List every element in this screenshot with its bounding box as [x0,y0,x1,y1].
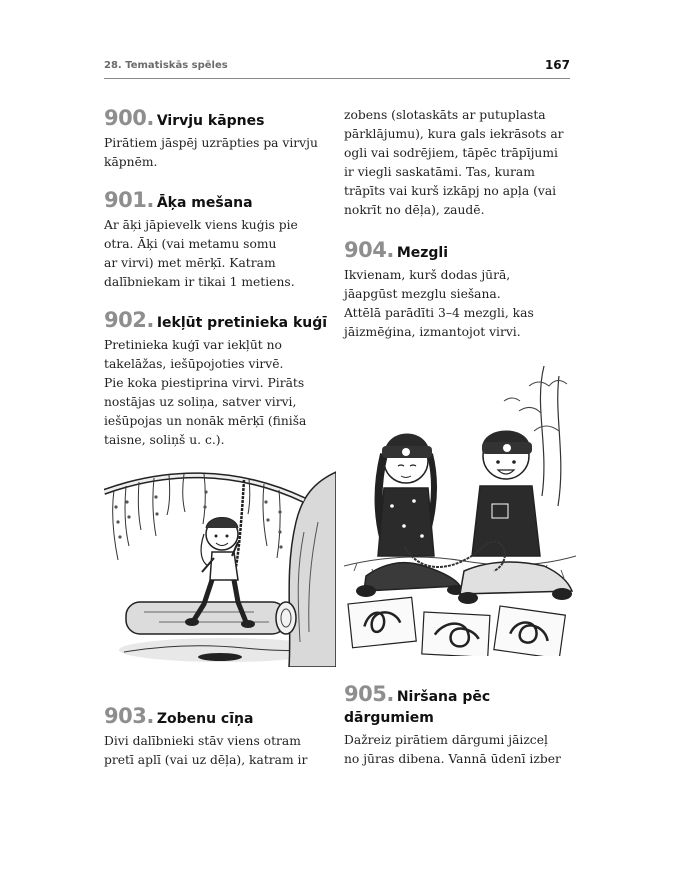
game-description [104,134,334,172]
game-number: 903. [104,704,154,728]
game-description [344,731,574,769]
game-description [104,732,334,770]
text-line: nostājas uz soliņa, satver virvi, [104,395,297,409]
illustration-rope-swing [104,462,336,667]
text-line: zobens (slotaskāts ar putuplasta [344,108,546,122]
game-904 [344,240,574,342]
text-line: pārklājumu), kura gals iekrāsots ar [344,127,564,141]
rope-swing-drawing [104,462,336,667]
game-900 [104,108,334,172]
game-number: 901. [104,188,154,212]
game-903-continued [344,106,574,220]
text-line: takelāžas, iešūpojoties virvē. [104,357,284,371]
text-line: nokrīt no dēļa), zaudē. [344,203,485,217]
game-heading-continued [344,708,574,728]
game-title: Mezgli [396,245,449,261]
game-description [104,336,334,450]
text-line: ir viegli saskatāmi. Tas, kuram [344,165,535,179]
game-heading [104,706,334,729]
knot-tying-drawing [344,366,576,656]
illustration-knot-tying [344,366,576,656]
game-title: Virvju kāpnes [156,113,265,129]
text-line: jāizmēģina, izmantojot virvi. [344,325,521,339]
page-number: 167 [544,58,570,72]
text-line: kāpnēm. [104,155,158,169]
text-line: Ar āķi jāpievelk viens kuģis pie [104,218,298,232]
text-line: pretī aplī (vai uz dēļa), katram ir [104,753,308,767]
game-title: Zobenu cīņa [156,711,254,727]
text-line: ar virvi) met mērķī. Katram [104,256,276,270]
text-line: ogli vai sodrējiem, tāpēc trāpījumi [344,146,558,160]
section-title: 28. Tematiskās spēles [104,60,228,71]
text-line: otra. Āķi (vai metamu somu [104,237,277,251]
game-title: Niršana pēc [396,689,491,705]
text-line: Ikvienam, kurš dodas jūrā, [344,268,511,282]
game-number: 900. [104,106,154,130]
text-line: Pie koka piestiprina virvi. Pirāts [104,376,305,390]
game-905 [344,684,574,769]
text-line: Pirātiem jāspēj uzrāpties pa virvju [104,136,318,150]
text-line: no jūras dibena. Vannā ūdenī izber [344,752,561,766]
text-line: jāapgūst mezglu siešana. [344,287,501,301]
running-head [104,58,570,79]
text-line: Dažreiz pirātiem dārgumi jāizceļ [344,733,548,747]
game-number: 905. [344,682,394,706]
text-line: iešūpojas un nonāk mērķī (finiša [104,414,307,428]
text-line: Divi dalībnieki stāv viens otram [104,734,301,748]
game-title: dārgumiem [344,710,434,726]
text-line: taisne, soliņš u. c.). [104,433,225,447]
text-line: dalībniekam ir tikai 1 metiens. [104,275,295,289]
game-description [104,216,334,292]
game-number: 904. [344,238,394,262]
game-description [344,106,574,220]
game-title: Āķa mešana [156,195,253,211]
game-title: Iekļūt pretinieka kuģī [156,315,328,331]
game-903 [104,706,334,770]
game-description [344,266,574,342]
game-heading [344,684,574,707]
game-heading [104,190,334,213]
game-number: 902. [104,308,154,332]
text-line: Attēlā parādīti 3–4 mezgli, kas [344,306,534,320]
game-heading [104,310,334,333]
game-902 [104,310,334,450]
text-line: trāpīts vai kurš izkāpj no apļa (vai [344,184,557,198]
game-heading [104,108,334,131]
game-heading [344,240,574,263]
game-901 [104,190,334,292]
text-line: Pretinieka kuģī var iekļūt no [104,338,282,352]
